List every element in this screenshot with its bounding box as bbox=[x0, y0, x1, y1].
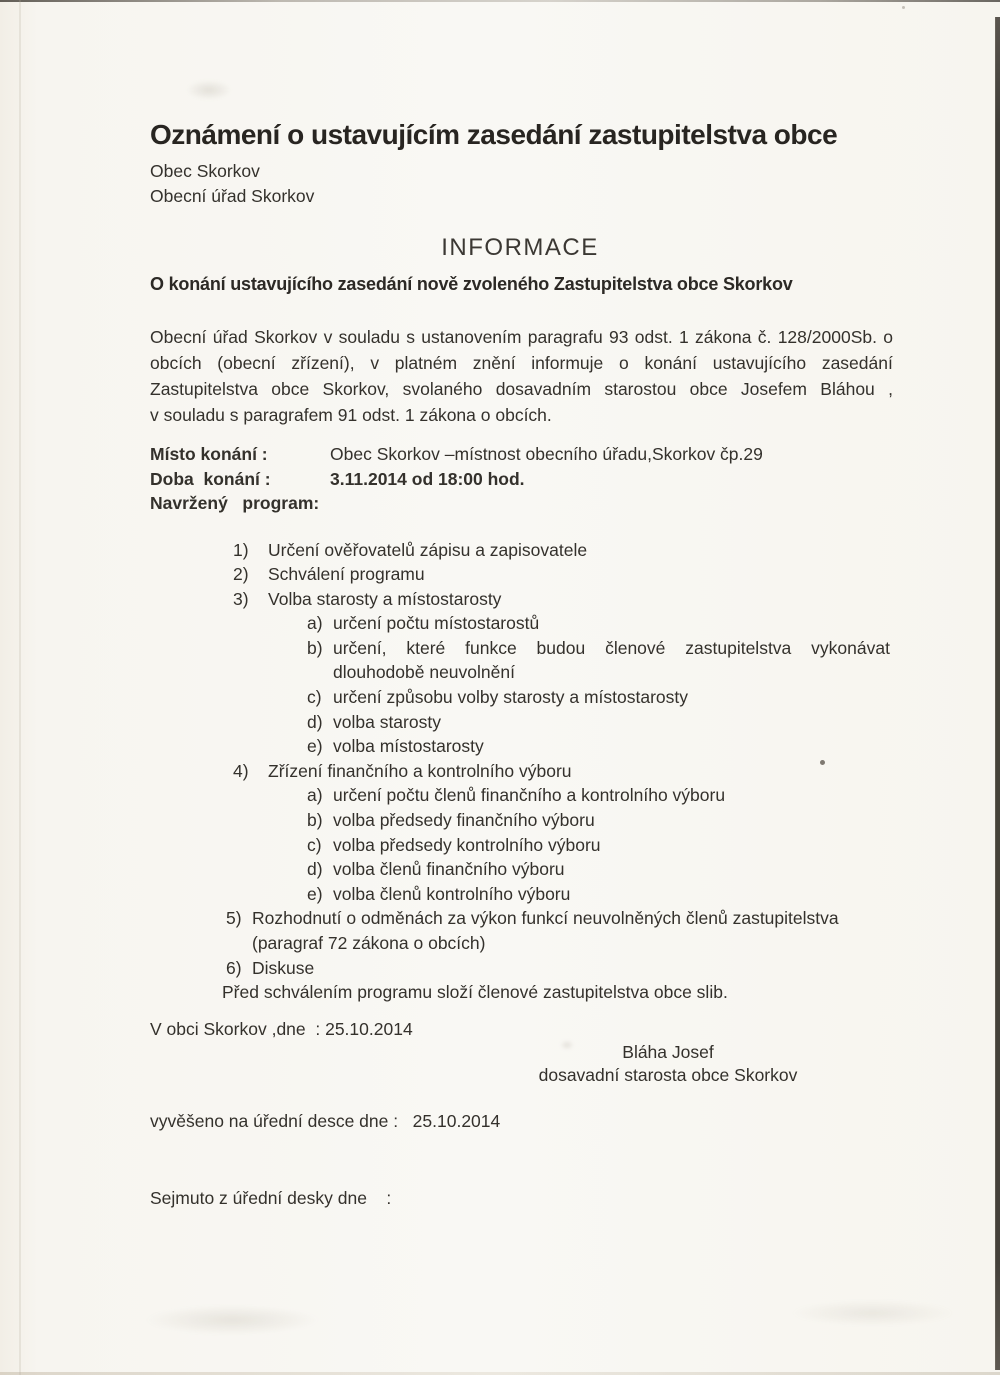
signature-title: dosavadní starosta obce Skorkov bbox=[538, 1064, 798, 1085]
program-list bbox=[150, 538, 890, 1005]
intro-paragraph bbox=[150, 324, 893, 428]
item-text: Určení ověřovatelů zápisu a zapisovatele bbox=[268, 539, 588, 560]
program-subitem-4a bbox=[150, 783, 890, 808]
meeting-place-label: Místo konání : bbox=[150, 444, 268, 464]
org-name-line1: Obec Skorkov bbox=[150, 161, 260, 181]
org-name-line2: Obecní úřad Skorkov bbox=[150, 186, 315, 206]
info-heading: INFORMACE bbox=[441, 234, 599, 261]
item-number: c) bbox=[307, 834, 322, 855]
program-subitem-4d bbox=[150, 857, 890, 882]
item-text: volba členů kontrolního výboru bbox=[333, 883, 571, 904]
meeting-time-value: 3.11.2014 od 18:00 hod. bbox=[330, 468, 525, 489]
program-subitem-3d bbox=[150, 710, 890, 735]
item-text-line1: Rozhodnutí o odměnách za výkon funkcí neuvolněných členů zastupitelstva bbox=[252, 908, 839, 929]
meeting-time-label: Doba konání : bbox=[150, 468, 271, 489]
item-text: volba předsedy finančního výboru bbox=[333, 810, 595, 831]
program-item-1 bbox=[150, 538, 890, 563]
intro-line: Obecní úřad Skorkov v souladu s ustanovením paragrafu 93 odst. 1 zákona č. 128/2000Sb. o bbox=[150, 327, 893, 347]
item-number: 5) bbox=[226, 908, 242, 929]
meeting-place-row bbox=[150, 442, 890, 467]
item-text: Zřízení finančního a kontrolního výboru bbox=[268, 760, 572, 781]
item-text: volba předsedy kontrolního výboru bbox=[333, 834, 601, 855]
posted-line: vyvěšeno na úřední desce dne : 25.10.2014 bbox=[150, 1110, 501, 1131]
item-text: určení počtu místostarostů bbox=[333, 613, 540, 634]
program-subitem-3a bbox=[150, 611, 890, 636]
item-number: a) bbox=[307, 613, 323, 634]
item-text: Schválení programu bbox=[268, 564, 425, 585]
item-text: volba členů finančního výboru bbox=[333, 859, 565, 880]
item-text-line2: dlouhodobě neuvolnění bbox=[333, 662, 515, 683]
item-number: b) bbox=[307, 637, 323, 658]
item-text: určení počtu členů finančního a kontrolního výboru bbox=[333, 785, 726, 806]
signature-block bbox=[468, 1041, 868, 1087]
signature-name: Bláha Josef bbox=[622, 1041, 714, 1062]
item-text: určení způsobu volby starosty a místostarosty bbox=[333, 687, 689, 708]
item-number: c) bbox=[307, 687, 322, 708]
item-text: volba místostarosty bbox=[333, 736, 484, 757]
item-text bbox=[333, 636, 890, 685]
dateline: V obci Skorkov ,dne : 25.10.2014 bbox=[150, 1018, 413, 1039]
intro-line: obcích (obecní zřízení), v platném znění informuje o konání ustavujícího zasedání bbox=[150, 353, 893, 373]
item-number: e) bbox=[307, 736, 323, 757]
item-number: 6) bbox=[226, 957, 242, 978]
program-subitem-4c bbox=[150, 833, 890, 858]
document-title: Oznámení o ustavujícím zasedání zastupitelstva obce bbox=[150, 119, 838, 150]
program-subitem-3c bbox=[150, 685, 890, 710]
info-subheading: O konání ustavujícího zasedání nově zvoleného Zastupitelstva obce Skorkov bbox=[150, 274, 793, 294]
program-label: Navržený program: bbox=[150, 493, 320, 513]
program-subitem-3e bbox=[150, 734, 890, 759]
item-text: Diskuse bbox=[252, 957, 315, 978]
scan-smudge bbox=[145, 1305, 320, 1335]
item-number: b) bbox=[307, 810, 323, 831]
item-text: volba starosty bbox=[333, 711, 441, 732]
item-text: Volba starosty a místostarosty bbox=[268, 588, 502, 609]
item-text bbox=[252, 906, 839, 955]
intro-line: v souladu s paragrafem 91 odst. 1 zákona o obcích. bbox=[150, 405, 552, 425]
scan-smudge bbox=[790, 1300, 955, 1326]
item-number: a) bbox=[307, 785, 323, 806]
removed-line: Sejmuto z úřední desky dne : bbox=[150, 1187, 392, 1208]
item-number: e) bbox=[307, 883, 323, 904]
program-closing: Před schválením programu složí členové zastupitelstva obce slib. bbox=[222, 982, 728, 1003]
item-number: d) bbox=[307, 711, 323, 732]
intro-line: Zastupitelstva obce Skorkov, svolaného dosavadním starostou obce Josefem Bláhou , bbox=[150, 379, 893, 399]
program-subitem-4e bbox=[150, 882, 890, 907]
meeting-place-value: Obec Skorkov –místnost obecního úřadu,Skorkov čp.29 bbox=[330, 444, 763, 464]
program-item-5 bbox=[150, 906, 890, 955]
program-item-4 bbox=[150, 759, 890, 784]
item-text-line1: určení, které funkce budou členové zastupitelstva vykonávat bbox=[333, 637, 890, 658]
meeting-time-row bbox=[150, 467, 890, 492]
meeting-details bbox=[150, 442, 890, 516]
program-item-6 bbox=[150, 956, 890, 981]
program-subitem-4b bbox=[150, 808, 890, 833]
item-number: 3) bbox=[233, 588, 249, 609]
item-number: 1) bbox=[233, 539, 249, 560]
program-subitem-3b bbox=[150, 636, 890, 685]
program-item-3 bbox=[150, 587, 890, 612]
item-number: 4) bbox=[233, 760, 249, 781]
item-number: 2) bbox=[233, 564, 249, 585]
item-number: d) bbox=[307, 859, 323, 880]
item-text-line2: (paragraf 72 zákona o obcích) bbox=[252, 933, 486, 953]
program-item-2 bbox=[150, 562, 890, 587]
